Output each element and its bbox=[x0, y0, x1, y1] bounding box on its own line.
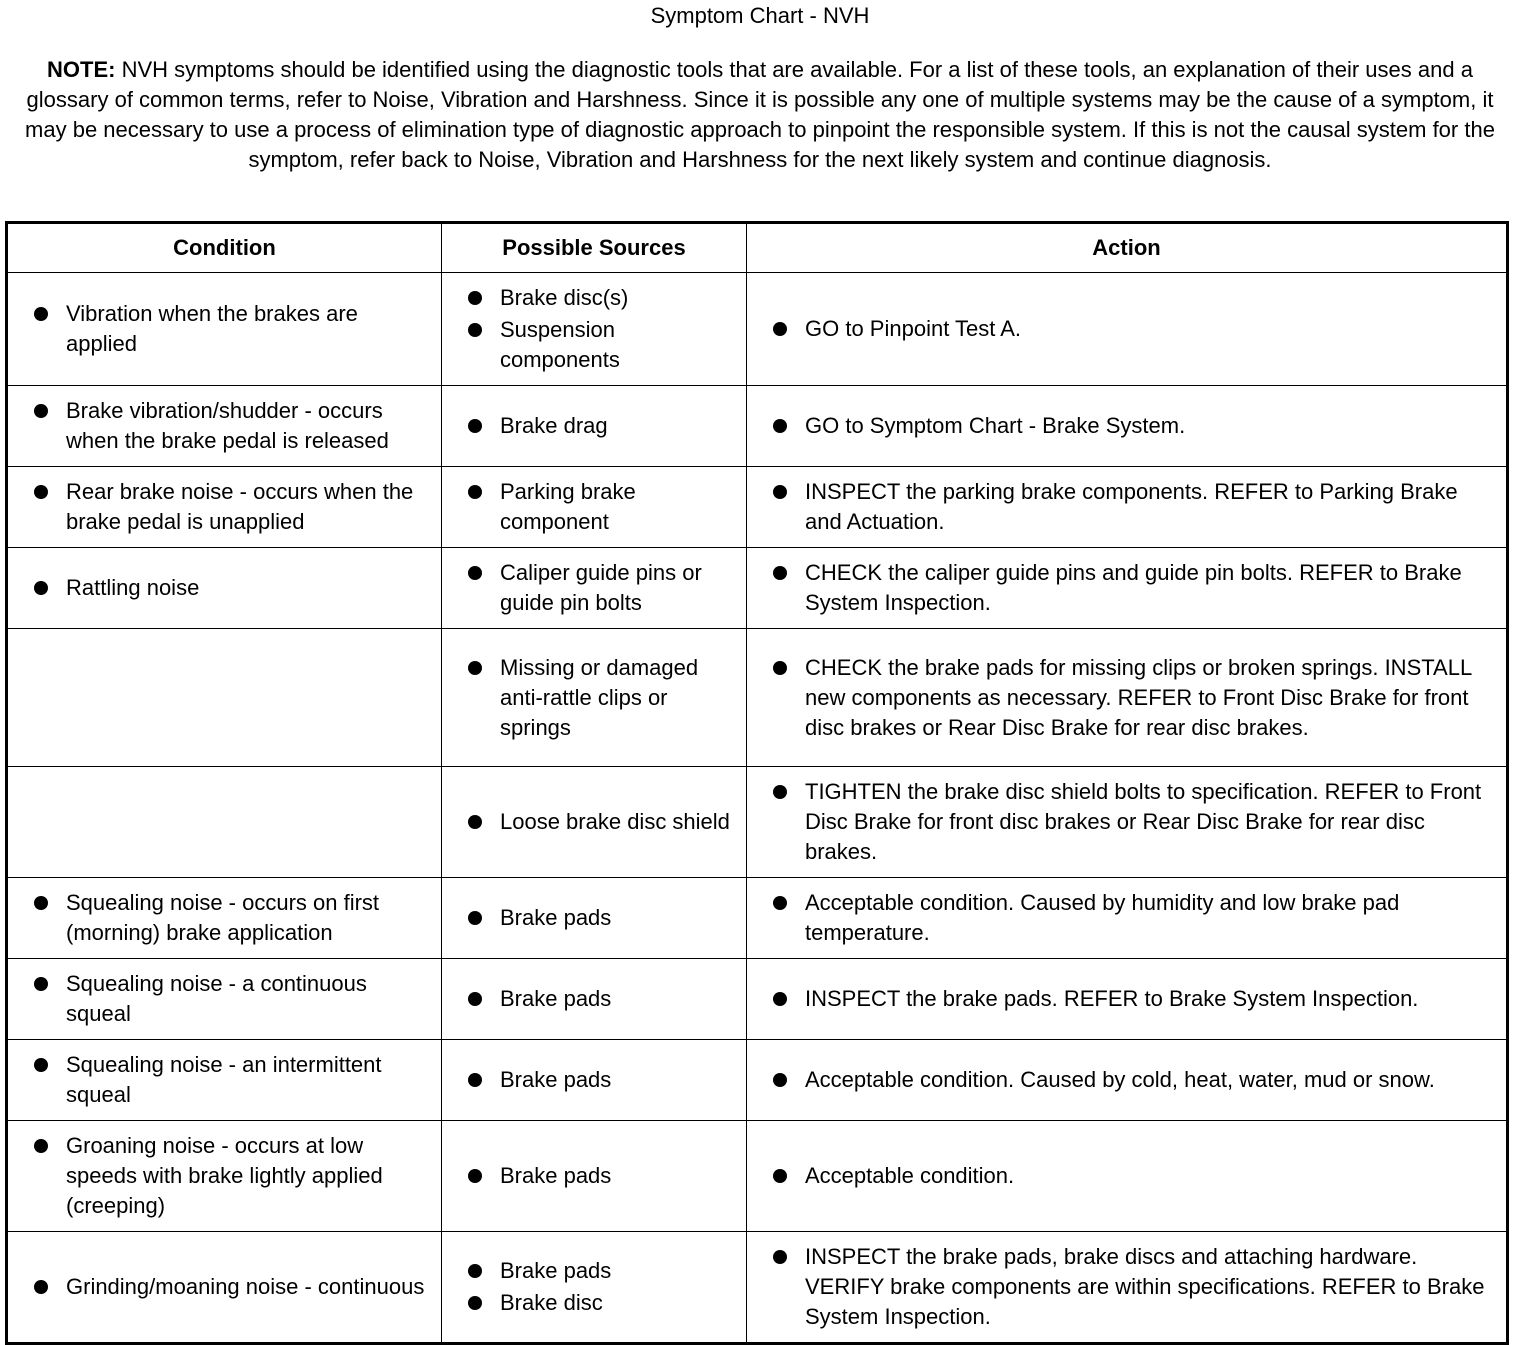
table-row bbox=[7, 629, 1508, 767]
sources-cell bbox=[442, 878, 747, 959]
condition-cell bbox=[7, 767, 442, 878]
bullet-icon bbox=[773, 1250, 787, 1264]
bullet-icon bbox=[468, 485, 482, 499]
bullet-list bbox=[747, 878, 1506, 958]
action-cell bbox=[747, 959, 1508, 1040]
bullet-icon bbox=[468, 419, 482, 433]
bullet-list bbox=[8, 1262, 441, 1312]
bullet-icon bbox=[468, 1296, 482, 1310]
condition-cell bbox=[7, 959, 442, 1040]
bullet-icon bbox=[773, 566, 787, 580]
list-item bbox=[747, 888, 1492, 948]
list-item bbox=[747, 1065, 1492, 1095]
condition-cell bbox=[7, 467, 442, 548]
list-item bbox=[8, 969, 427, 1029]
bullet-text: Brake vibration/shudder - occurs when the brake pedal is released bbox=[66, 398, 389, 453]
list-item bbox=[442, 807, 732, 837]
list-item bbox=[8, 477, 427, 537]
bullet-list bbox=[442, 467, 746, 547]
bullet-list bbox=[747, 643, 1506, 753]
bullet-list bbox=[8, 1040, 441, 1120]
bullet-icon bbox=[34, 1139, 48, 1153]
bullet-list bbox=[747, 974, 1506, 1024]
bullet-text: CHECK the caliper guide pins and guide pin bolts. REFER to Brake System Inspection. bbox=[805, 560, 1462, 615]
bullet-text: Grinding/moaning noise - continuous bbox=[66, 1274, 425, 1299]
bullet-text: Brake pads bbox=[500, 1258, 612, 1283]
sources-cell bbox=[442, 1040, 747, 1121]
bullet-icon bbox=[773, 485, 787, 499]
bullet-list bbox=[8, 289, 441, 369]
bullet-text: Missing or damaged anti-rattle clips or springs bbox=[500, 654, 699, 740]
bullet-icon bbox=[773, 785, 787, 799]
bullet-text: Loose brake disc shield bbox=[500, 809, 730, 834]
bullet-text: Brake disc(s) bbox=[500, 285, 629, 310]
bullet-text: GO to Symptom Chart - Brake System. bbox=[805, 413, 1186, 438]
list-item bbox=[442, 1065, 732, 1095]
table-row bbox=[7, 1121, 1508, 1232]
bullet-text: Caliper guide pins or guide pin bolts bbox=[500, 560, 702, 615]
sources-cell bbox=[442, 273, 747, 386]
note-label: NOTE: bbox=[47, 57, 116, 82]
bullet-text: Parking brake component bbox=[500, 479, 636, 534]
bullet-list bbox=[747, 467, 1506, 547]
bullet-list bbox=[747, 1055, 1506, 1105]
list-item bbox=[442, 315, 732, 375]
bullet-list bbox=[747, 767, 1506, 877]
condition-cell bbox=[7, 548, 442, 629]
list-item bbox=[442, 653, 732, 743]
bullet-text: CHECK the brake pads for missing clips or broken springs. INSTALL new components as necessary. REFER to Front Disc Brake for front disc brakes or Rear Disc Brake for rear disc brakes. bbox=[805, 654, 1472, 740]
symptom-chart-table bbox=[5, 221, 1509, 1345]
condition-cell bbox=[7, 629, 442, 767]
bullet-icon bbox=[34, 977, 48, 991]
bullet-icon bbox=[34, 1058, 48, 1072]
bullet-text: TIGHTEN the brake disc shield bolts to specification. REFER to Front Disc Brake for front disc brakes or Rear Disc Brake for rear disc brakes. bbox=[805, 779, 1482, 864]
bullet-text: Rattling noise bbox=[66, 575, 200, 600]
bullet-icon bbox=[468, 1073, 482, 1087]
table-row bbox=[7, 767, 1508, 878]
list-item bbox=[747, 411, 1492, 441]
bullet-icon bbox=[468, 1264, 482, 1278]
table-row bbox=[7, 386, 1508, 467]
table-row bbox=[7, 273, 1508, 386]
bullet-list bbox=[442, 643, 746, 753]
list-item bbox=[747, 1242, 1492, 1332]
bullet-icon bbox=[468, 911, 482, 925]
list-item bbox=[747, 314, 1492, 344]
bullet-text: Groaning noise - occurs at low speeds with brake lightly applied (creeping) bbox=[66, 1133, 383, 1218]
list-item bbox=[8, 573, 427, 603]
list-item bbox=[442, 903, 732, 933]
sources-cell bbox=[442, 767, 747, 878]
bullet-icon bbox=[468, 1169, 482, 1183]
bullet-text: Rear brake noise - occurs when the brake pedal is unapplied bbox=[66, 479, 414, 534]
list-item bbox=[747, 777, 1492, 867]
header-possible-sources: Possible Sources bbox=[442, 223, 747, 273]
sources-cell bbox=[442, 1232, 747, 1344]
bullet-list bbox=[442, 1055, 746, 1105]
bullet-icon bbox=[773, 896, 787, 910]
bullet-list bbox=[747, 304, 1506, 354]
header-action: Action bbox=[747, 223, 1508, 273]
bullet-list bbox=[8, 959, 441, 1039]
bullet-list bbox=[747, 1232, 1506, 1342]
bullet-list bbox=[442, 893, 746, 943]
bullet-list bbox=[442, 401, 746, 451]
bullet-text: Squealing noise - an intermittent squeal bbox=[66, 1052, 382, 1107]
bullet-list bbox=[442, 1246, 746, 1328]
sources-cell bbox=[442, 629, 747, 767]
bullet-text: Brake pads bbox=[500, 1067, 612, 1092]
action-cell bbox=[747, 1040, 1508, 1121]
bullet-text: Acceptable condition. Caused by humidity and low brake pad temperature. bbox=[805, 890, 1400, 945]
bullet-text: Squealing noise - occurs on first (morning) brake application bbox=[66, 890, 380, 945]
action-cell bbox=[747, 767, 1508, 878]
bullet-icon bbox=[773, 1169, 787, 1183]
bullet-icon bbox=[773, 322, 787, 336]
action-cell bbox=[747, 1121, 1508, 1232]
note-paragraph bbox=[4, 55, 1516, 175]
list-item bbox=[747, 477, 1492, 537]
condition-cell bbox=[7, 273, 442, 386]
action-cell bbox=[747, 467, 1508, 548]
list-item bbox=[8, 396, 427, 456]
list-item bbox=[747, 1161, 1492, 1191]
sources-cell bbox=[442, 386, 747, 467]
bullet-text: Vibration when the brakes are applied bbox=[66, 301, 358, 356]
table-row bbox=[7, 467, 1508, 548]
list-item bbox=[442, 1288, 732, 1318]
list-item bbox=[442, 477, 732, 537]
sources-cell bbox=[442, 959, 747, 1040]
list-item bbox=[442, 558, 732, 618]
bullet-text: Brake disc bbox=[500, 1290, 603, 1315]
bullet-icon bbox=[773, 661, 787, 675]
bullet-list bbox=[8, 467, 441, 547]
list-item bbox=[442, 411, 732, 441]
bullet-list bbox=[442, 548, 746, 628]
bullet-list bbox=[442, 974, 746, 1024]
bullet-text: Brake pads bbox=[500, 905, 612, 930]
bullet-text: Acceptable condition. Caused by cold, heat, water, mud or snow. bbox=[805, 1067, 1435, 1092]
action-cell bbox=[747, 273, 1508, 386]
condition-cell bbox=[7, 386, 442, 467]
list-item bbox=[442, 283, 732, 313]
bullet-text: INSPECT the brake pads, brake discs and attaching hardware. VERIFY brake components are within specifications. REFER to Brake System Inspection. bbox=[805, 1244, 1485, 1329]
condition-cell bbox=[7, 1232, 442, 1344]
sources-cell bbox=[442, 548, 747, 629]
bullet-icon bbox=[468, 566, 482, 580]
table-row bbox=[7, 959, 1508, 1040]
bullet-text: Squealing noise - a continuous squeal bbox=[66, 971, 367, 1026]
bullet-icon bbox=[468, 291, 482, 305]
bullet-icon bbox=[468, 815, 482, 829]
table-row bbox=[7, 548, 1508, 629]
bullet-icon bbox=[34, 896, 48, 910]
bullet-text: INSPECT the brake pads. REFER to Brake System Inspection. bbox=[805, 986, 1419, 1011]
sources-cell bbox=[442, 1121, 747, 1232]
action-cell bbox=[747, 548, 1508, 629]
bullet-icon bbox=[34, 581, 48, 595]
bullet-icon bbox=[468, 661, 482, 675]
bullet-text: INSPECT the parking brake components. REFER to Parking Brake and Actuation. bbox=[805, 479, 1458, 534]
table-row bbox=[7, 1232, 1508, 1344]
list-item bbox=[747, 558, 1492, 618]
bullet-icon bbox=[773, 1073, 787, 1087]
bullet-text: Brake pads bbox=[500, 986, 612, 1011]
bullet-list bbox=[442, 273, 746, 385]
bullet-text: Brake pads bbox=[500, 1163, 612, 1188]
list-item bbox=[8, 1131, 427, 1221]
note-text: NVH symptoms should be identified using the diagnostic tools that are available. For a list of these tools, an explanation of their uses and a glossary of common terms, refer to Noise, Vibration and Harshness. Since it is possible any one of multiple systems may be the cause of a symptom, it may be necessary to use a process of elimination type of diagnostic approach to pinpoint the responsible system. If this is not the causal system for the symptom, refer back to Noise, Vibration and Harshness for the next likely system and continue diagnosis. bbox=[25, 57, 1495, 172]
action-cell bbox=[747, 386, 1508, 467]
bullet-list bbox=[442, 797, 746, 847]
list-item bbox=[8, 1272, 427, 1302]
list-item bbox=[8, 299, 427, 359]
bullet-icon bbox=[34, 404, 48, 418]
bullet-text: Suspension components bbox=[500, 317, 620, 372]
bullet-text: GO to Pinpoint Test A. bbox=[805, 316, 1022, 341]
header-condition: Condition bbox=[7, 223, 442, 273]
condition-cell bbox=[7, 1040, 442, 1121]
bullet-text: Acceptable condition. bbox=[805, 1163, 1015, 1188]
bullet-list bbox=[8, 563, 441, 613]
bullet-icon bbox=[468, 992, 482, 1006]
condition-cell bbox=[7, 1121, 442, 1232]
bullet-icon bbox=[34, 485, 48, 499]
condition-cell bbox=[7, 878, 442, 959]
bullet-icon bbox=[34, 307, 48, 321]
list-item bbox=[8, 888, 427, 948]
bullet-list bbox=[747, 1151, 1506, 1201]
action-cell bbox=[747, 629, 1508, 767]
bullet-list bbox=[442, 1151, 746, 1201]
list-item bbox=[747, 653, 1492, 743]
bullet-icon bbox=[468, 323, 482, 337]
bullet-list bbox=[8, 878, 441, 958]
sources-cell bbox=[442, 467, 747, 548]
bullet-list bbox=[747, 401, 1506, 451]
action-cell bbox=[747, 878, 1508, 959]
bullet-icon bbox=[773, 992, 787, 1006]
bullet-list bbox=[8, 1121, 441, 1231]
table-row bbox=[7, 1040, 1508, 1121]
table-body bbox=[7, 273, 1508, 1344]
list-item bbox=[442, 1161, 732, 1191]
bullet-icon bbox=[773, 419, 787, 433]
bullet-text: Brake drag bbox=[500, 413, 608, 438]
table-header-row bbox=[7, 223, 1508, 273]
list-item bbox=[442, 1256, 732, 1286]
bullet-list bbox=[8, 386, 441, 466]
action-cell bbox=[747, 1232, 1508, 1344]
bullet-list bbox=[747, 548, 1506, 628]
list-item bbox=[8, 1050, 427, 1110]
bullet-icon bbox=[34, 1280, 48, 1294]
page-title: Symptom Chart - NVH bbox=[650, 3, 870, 28]
table-row bbox=[7, 878, 1508, 959]
list-item bbox=[442, 984, 732, 1014]
list-item bbox=[747, 984, 1492, 1014]
